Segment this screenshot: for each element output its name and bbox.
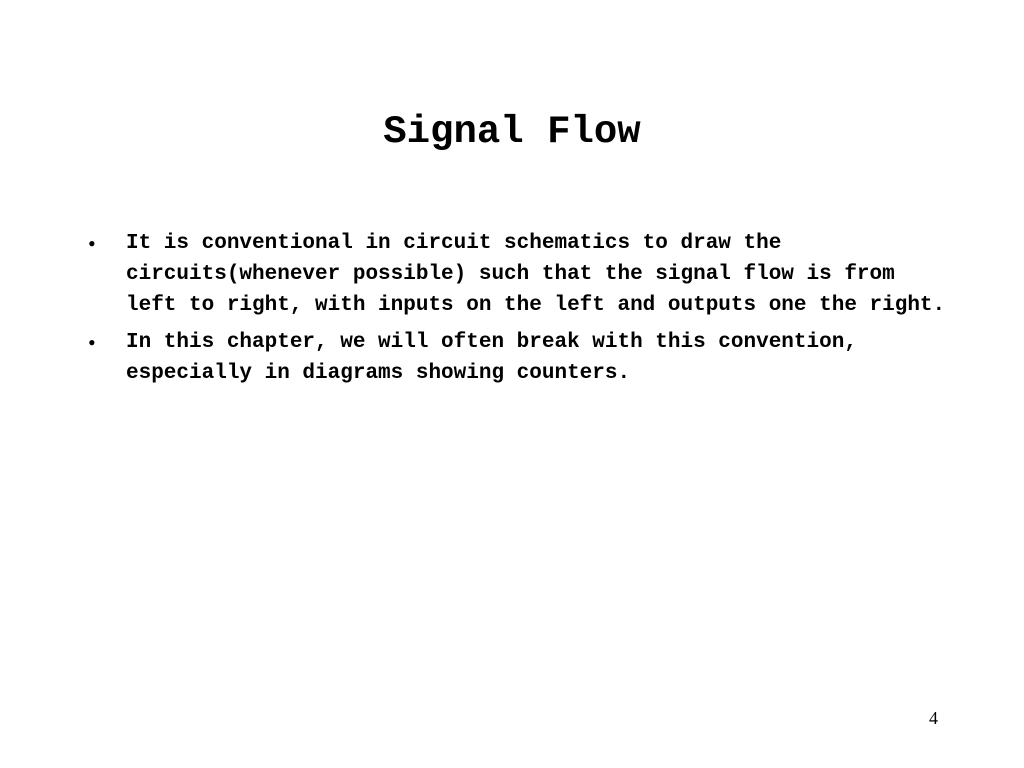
bullet-item bbox=[88, 327, 968, 389]
bullet-item bbox=[88, 228, 968, 321]
bullet-text: It is conventional in circuit schematics to draw the circuits(whenever possible) such that the signal flow is from left to right, with inputs on the left and outputs one the right. bbox=[126, 232, 946, 317]
bullet-text: In this chapter, we will often break with this convention, especially in diagrams showing counters. bbox=[126, 331, 857, 385]
slide-title: Signal Flow bbox=[383, 110, 641, 154]
bullet-list bbox=[88, 228, 968, 395]
page-number: 4 bbox=[929, 708, 938, 728]
bullet-marker: • bbox=[88, 231, 96, 256]
bullet-marker: • bbox=[88, 330, 96, 355]
